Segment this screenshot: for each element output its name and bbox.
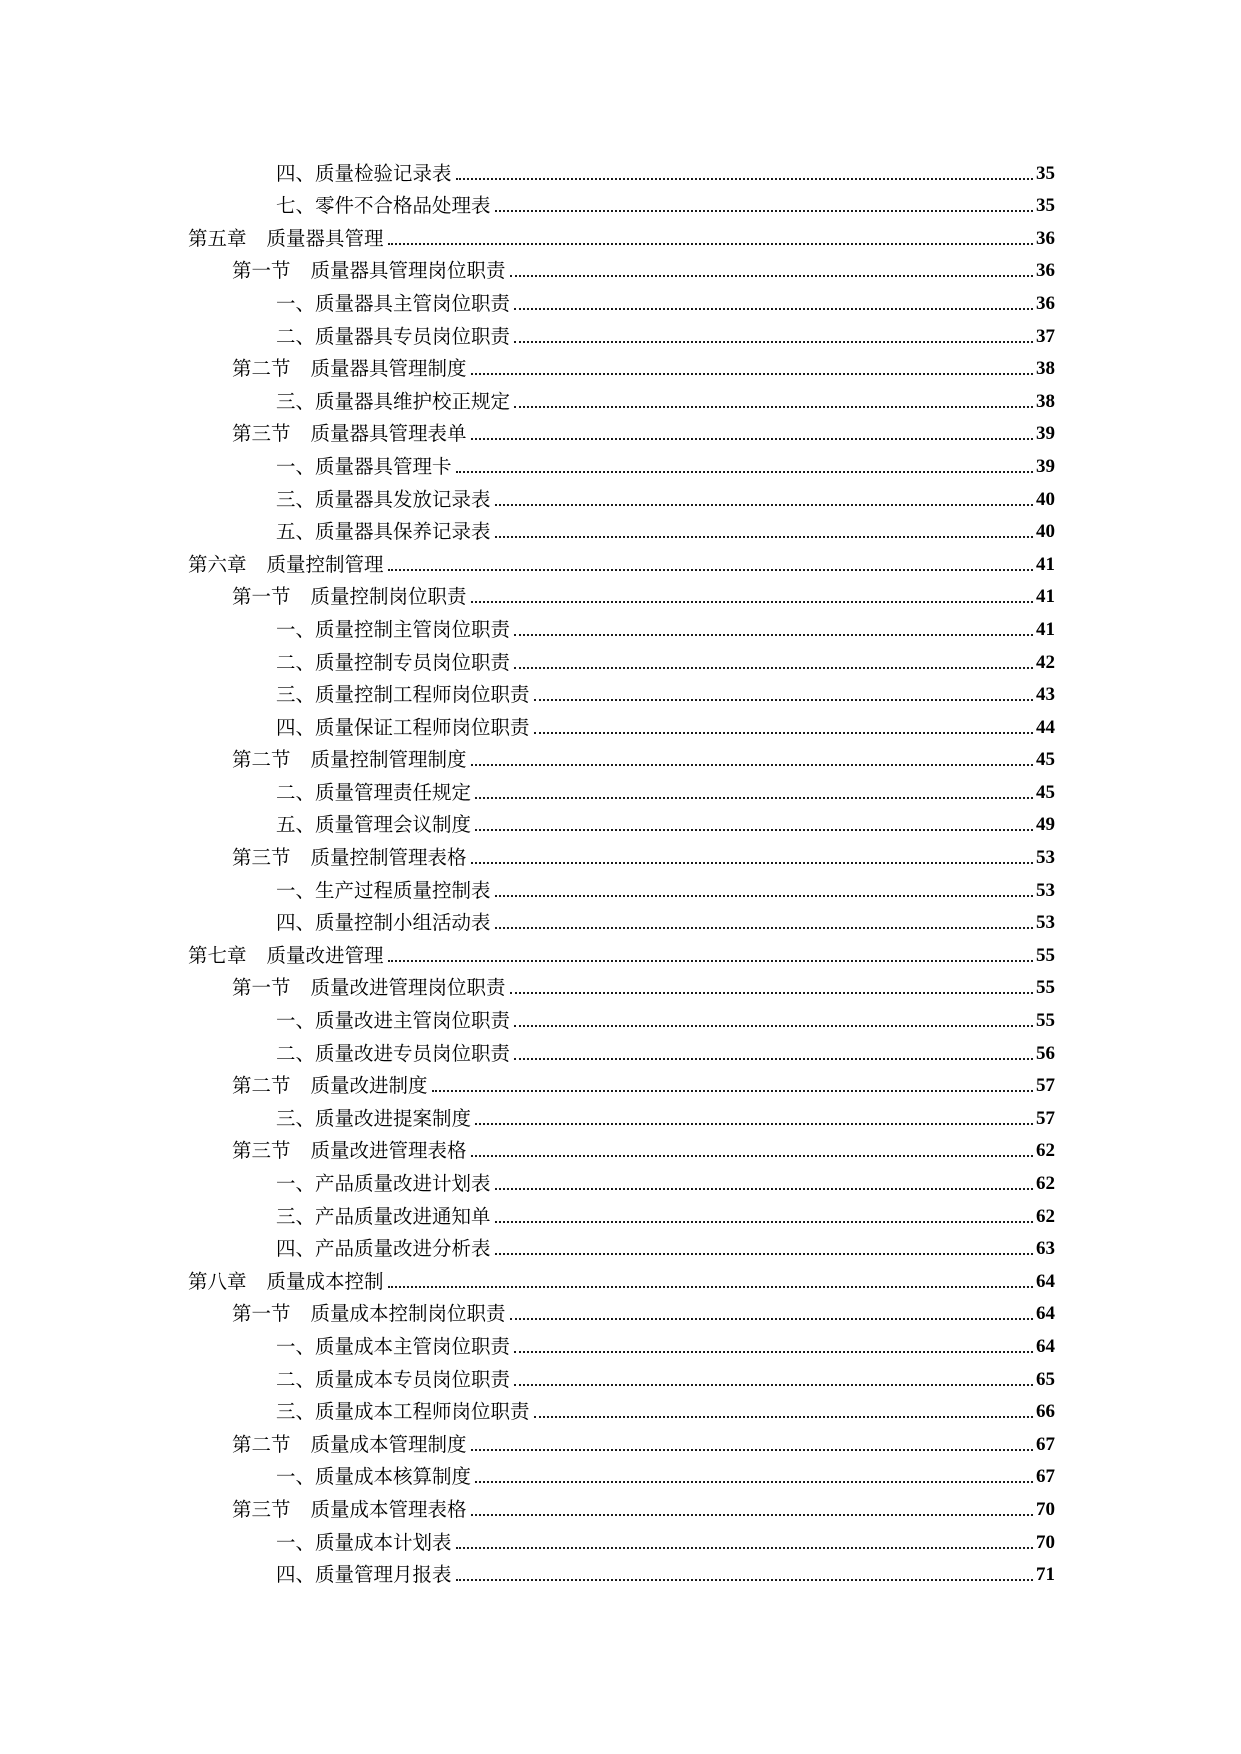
toc-entry-title: 三、质量器具发放记录表 bbox=[276, 487, 491, 511]
toc-entry[interactable] bbox=[0, 1489, 1241, 1522]
toc-entry-title: 一、质量器具管理卡 bbox=[276, 454, 452, 478]
toc-entry[interactable] bbox=[0, 1294, 1241, 1327]
toc-entry-label bbox=[188, 944, 384, 968]
toc-entry[interactable] bbox=[0, 707, 1241, 740]
toc-entry-label bbox=[188, 553, 384, 577]
toc-entry-number: 第二节 bbox=[232, 357, 291, 381]
toc-entry-page-number: 67 bbox=[1036, 1466, 1055, 1488]
toc-entry-title: 质量改进管理岗位职责 bbox=[310, 976, 506, 1000]
toc-entry-number: 第八章 bbox=[188, 1269, 247, 1293]
toc-entry-label bbox=[276, 683, 530, 707]
toc-entry[interactable] bbox=[0, 1424, 1241, 1457]
toc-dot-leader bbox=[475, 797, 1033, 799]
toc-entry-number: 第一节 bbox=[232, 585, 291, 609]
toc-entry-label bbox=[276, 1205, 491, 1229]
toc-entry-label bbox=[276, 1042, 510, 1066]
toc-entry[interactable] bbox=[0, 1522, 1241, 1555]
toc-entry-label bbox=[232, 1074, 428, 1098]
toc-dot-leader bbox=[510, 1318, 1033, 1320]
toc-entry[interactable] bbox=[0, 544, 1241, 577]
toc-entry-page-number: 40 bbox=[1036, 521, 1055, 543]
toc-entry-page-number: 70 bbox=[1036, 1531, 1055, 1553]
toc-entry-title: 三、质量控制工程师岗位职责 bbox=[276, 683, 530, 707]
toc-entry-title: 质量器具管理制度 bbox=[310, 357, 467, 381]
toc-entry[interactable] bbox=[0, 642, 1241, 675]
toc-dot-leader bbox=[388, 569, 1033, 571]
toc-dot-leader bbox=[471, 438, 1033, 440]
toc-entry-title: 质量成本管理制度 bbox=[310, 1432, 467, 1456]
toc-entry-number: 第三节 bbox=[232, 422, 291, 446]
toc-entry-label bbox=[232, 259, 506, 283]
toc-entry[interactable] bbox=[0, 479, 1241, 512]
toc-entry-title: 质量成本管理表格 bbox=[310, 1497, 467, 1521]
toc-entry-label bbox=[276, 781, 471, 805]
toc-entry-label bbox=[276, 618, 510, 642]
toc-entry-label bbox=[232, 357, 467, 381]
toc-entry-page-number: 63 bbox=[1036, 1238, 1055, 1260]
toc-entry[interactable] bbox=[0, 1196, 1241, 1229]
toc-entry-page-number: 41 bbox=[1036, 586, 1055, 608]
toc-dot-leader bbox=[388, 243, 1033, 245]
toc-entry-title: 四、质量控制小组活动表 bbox=[276, 911, 491, 935]
toc-entry-number: 第六章 bbox=[188, 552, 247, 576]
toc-entry-label bbox=[276, 162, 452, 186]
toc-dot-leader bbox=[456, 471, 1033, 473]
toc-entry-number: 第一节 bbox=[232, 259, 291, 283]
toc-entry-label bbox=[276, 325, 510, 349]
toc-entry[interactable] bbox=[0, 903, 1241, 936]
toc-entry-label bbox=[232, 1498, 467, 1522]
toc-entry-page-number: 36 bbox=[1036, 292, 1055, 314]
toc-entry-page-number: 39 bbox=[1036, 455, 1055, 477]
toc-entry[interactable] bbox=[0, 609, 1241, 642]
toc-entry-page-number: 55 bbox=[1036, 944, 1055, 966]
toc-entry[interactable] bbox=[0, 1066, 1241, 1099]
toc-entry-label bbox=[276, 1335, 510, 1359]
toc-entry-number: 第七章 bbox=[188, 943, 247, 967]
toc-entry-label bbox=[232, 976, 506, 1000]
toc-entry[interactable] bbox=[0, 740, 1241, 773]
toc-entry[interactable] bbox=[0, 1261, 1241, 1294]
toc-entry[interactable] bbox=[0, 1098, 1241, 1131]
toc-dot-leader bbox=[495, 536, 1033, 538]
toc-entry-label bbox=[276, 1400, 530, 1424]
toc-entry-label bbox=[232, 846, 467, 870]
toc-entry-page-number: 37 bbox=[1036, 325, 1055, 347]
toc-entry-page-number: 41 bbox=[1036, 618, 1055, 640]
toc-entry-title: 质量控制岗位职责 bbox=[310, 585, 467, 609]
toc-entry-title: 质量控制管理制度 bbox=[310, 748, 467, 772]
toc-entry-page-number: 42 bbox=[1036, 651, 1055, 673]
toc-entry-number: 第二节 bbox=[232, 1074, 291, 1098]
toc-entry[interactable] bbox=[0, 805, 1241, 838]
toc-entry-label bbox=[232, 1433, 467, 1457]
toc-entry-label bbox=[276, 879, 491, 903]
toc-dot-leader bbox=[471, 1514, 1033, 1516]
toc-entry-title: 三、产品质量改进通知单 bbox=[276, 1204, 491, 1228]
toc-entry-label bbox=[232, 585, 467, 609]
toc-entry-label bbox=[276, 1563, 452, 1587]
toc-entry[interactable] bbox=[0, 218, 1241, 251]
toc-entry[interactable] bbox=[0, 968, 1241, 1001]
toc-entry-label bbox=[276, 194, 491, 218]
toc-dot-leader bbox=[514, 1351, 1033, 1353]
toc-entry-title: 二、质量器具专员岗位职责 bbox=[276, 324, 511, 348]
toc-entry-title: 质量器具管理 bbox=[266, 226, 384, 250]
toc-entry-page-number: 43 bbox=[1036, 684, 1055, 706]
toc-entry[interactable] bbox=[0, 1359, 1241, 1392]
toc-entry-page-number: 64 bbox=[1036, 1303, 1055, 1325]
toc-dot-leader bbox=[471, 764, 1033, 766]
toc-entry-page-number: 71 bbox=[1036, 1564, 1055, 1586]
toc-entry-number: 第三节 bbox=[232, 1139, 291, 1163]
toc-entry[interactable] bbox=[0, 1000, 1241, 1033]
toc-entry-label bbox=[188, 1270, 384, 1294]
toc-entry-label bbox=[276, 813, 471, 837]
table-of-contents bbox=[0, 153, 1241, 1587]
toc-entry-page-number: 38 bbox=[1036, 358, 1055, 380]
toc-entry-title: 一、质量成本计划表 bbox=[276, 1530, 452, 1554]
toc-entry-title: 质量器具管理表单 bbox=[310, 422, 467, 446]
toc-entry-label bbox=[276, 716, 530, 740]
toc-entry-page-number: 62 bbox=[1036, 1173, 1055, 1194]
toc-dot-leader bbox=[514, 1025, 1033, 1027]
toc-entry-title: 一、质量成本核算制度 bbox=[276, 1465, 472, 1489]
toc-entry-number: 第二节 bbox=[232, 748, 291, 772]
toc-entry-page-number: 57 bbox=[1036, 1107, 1055, 1129]
toc-entry-title: 质量控制管理表格 bbox=[310, 846, 467, 870]
toc-entry-label bbox=[276, 455, 452, 479]
toc-dot-leader bbox=[432, 1090, 1033, 1092]
toc-entry[interactable] bbox=[0, 186, 1241, 219]
toc-entry[interactable] bbox=[0, 446, 1241, 479]
toc-entry[interactable] bbox=[0, 316, 1241, 349]
toc-entry-page-number: 53 bbox=[1036, 847, 1055, 869]
toc-entry-title: 二、质量管理责任规定 bbox=[276, 780, 472, 804]
toc-dot-leader bbox=[514, 341, 1033, 343]
toc-entry-title: 一、质量改进主管岗位职责 bbox=[276, 1009, 511, 1033]
toc-entry-label bbox=[276, 1368, 510, 1392]
toc-entry-label bbox=[276, 520, 491, 544]
toc-entry-page-number: 53 bbox=[1036, 912, 1055, 934]
toc-dot-leader bbox=[510, 992, 1033, 994]
toc-entry[interactable] bbox=[0, 1326, 1241, 1359]
toc-entry-label bbox=[276, 1009, 510, 1033]
toc-entry[interactable] bbox=[0, 512, 1241, 545]
toc-entry-number: 第五章 bbox=[188, 226, 247, 250]
toc-entry-label bbox=[232, 1302, 506, 1326]
toc-entry-label bbox=[276, 1172, 491, 1196]
toc-entry-label bbox=[276, 488, 491, 512]
toc-entry-title: 三、质量器具维护校正规定 bbox=[276, 389, 511, 413]
toc-entry-page-number: 55 bbox=[1036, 977, 1055, 999]
toc-entry-number: 第一节 bbox=[232, 976, 291, 1000]
toc-entry-page-number: 36 bbox=[1036, 260, 1055, 282]
toc-dot-leader bbox=[514, 1384, 1033, 1386]
toc-dot-leader bbox=[456, 1547, 1033, 1549]
toc-entry-label bbox=[276, 1237, 491, 1261]
toc-entry-title: 质量器具管理岗位职责 bbox=[310, 259, 506, 283]
toc-dot-leader bbox=[514, 1058, 1033, 1060]
toc-entry-page-number: 36 bbox=[1036, 227, 1055, 249]
toc-dot-leader bbox=[495, 927, 1033, 929]
toc-entry-title: 七、零件不合格品处理表 bbox=[276, 194, 491, 218]
toc-entry-number: 第一节 bbox=[232, 1302, 291, 1326]
toc-entry-title: 质量成本控制 bbox=[266, 1269, 384, 1293]
toc-entry-page-number: 67 bbox=[1036, 1433, 1055, 1455]
toc-entry[interactable] bbox=[0, 1131, 1241, 1164]
toc-entry-title: 二、质量控制专员岗位职责 bbox=[276, 650, 511, 674]
toc-entry[interactable] bbox=[0, 381, 1241, 414]
toc-entry[interactable] bbox=[0, 153, 1241, 186]
toc-entry-page-number: 57 bbox=[1036, 1075, 1055, 1097]
toc-entry-label bbox=[188, 227, 384, 251]
toc-entry[interactable] bbox=[0, 349, 1241, 382]
toc-dot-leader bbox=[514, 406, 1033, 408]
toc-entry[interactable] bbox=[0, 675, 1241, 708]
toc-entry-page-number: 70 bbox=[1036, 1498, 1055, 1520]
toc-dot-leader bbox=[534, 699, 1033, 701]
toc-dot-leader bbox=[388, 1286, 1033, 1288]
toc-entry[interactable] bbox=[0, 870, 1241, 903]
toc-entry-page-number: 62 bbox=[1036, 1205, 1055, 1227]
toc-entry[interactable] bbox=[0, 837, 1241, 870]
toc-entry-number: 第三节 bbox=[232, 846, 291, 870]
toc-entry[interactable] bbox=[0, 251, 1241, 284]
toc-entry-title: 四、质量保证工程师岗位职责 bbox=[276, 715, 530, 739]
toc-entry-title: 五、质量器具保养记录表 bbox=[276, 520, 491, 544]
toc-entry-title: 质量成本控制岗位职责 bbox=[310, 1302, 506, 1326]
toc-entry-title: 三、质量改进提案制度 bbox=[276, 1106, 472, 1130]
toc-dot-leader bbox=[471, 1155, 1033, 1157]
toc-entry-title: 一、质量控制主管岗位职责 bbox=[276, 617, 511, 641]
toc-entry-number: 第三节 bbox=[232, 1497, 291, 1521]
toc-entry-page-number: 64 bbox=[1036, 1270, 1055, 1292]
toc-entry-label bbox=[232, 748, 467, 772]
toc-entry-title: 一、质量成本主管岗位职责 bbox=[276, 1334, 511, 1358]
toc-dot-leader bbox=[510, 275, 1033, 277]
toc-entry[interactable] bbox=[0, 283, 1241, 316]
toc-entry-title: 四、质量管理月报表 bbox=[276, 1563, 452, 1587]
toc-entry[interactable] bbox=[0, 414, 1241, 447]
toc-entry[interactable] bbox=[0, 1392, 1241, 1425]
toc-dot-leader bbox=[471, 373, 1033, 375]
toc-entry-page-number: 45 bbox=[1036, 749, 1055, 771]
toc-entry-page-number: 40 bbox=[1036, 488, 1055, 510]
toc-entry-title: 四、产品质量改进分析表 bbox=[276, 1237, 491, 1261]
toc-dot-leader bbox=[471, 1449, 1033, 1451]
toc-dot-leader bbox=[534, 732, 1033, 734]
toc-entry-label bbox=[232, 422, 467, 446]
toc-entry[interactable] bbox=[0, 1457, 1241, 1490]
toc-dot-leader bbox=[514, 634, 1033, 636]
toc-entry-page-number: 66 bbox=[1036, 1401, 1055, 1423]
toc-dot-leader bbox=[495, 210, 1033, 212]
toc-entry-label bbox=[276, 1465, 471, 1489]
toc-entry-title: 二、质量改进专员岗位职责 bbox=[276, 1041, 511, 1065]
toc-entry[interactable] bbox=[0, 1229, 1241, 1262]
toc-entry-page-number: 39 bbox=[1036, 423, 1055, 445]
toc-entry-title: 质量控制管理 bbox=[266, 552, 384, 576]
toc-dot-leader bbox=[456, 1579, 1033, 1581]
toc-entry-label bbox=[276, 390, 510, 414]
toc-entry-label bbox=[232, 1139, 467, 1163]
toc-dot-leader bbox=[475, 829, 1033, 831]
toc-dot-leader bbox=[495, 1253, 1033, 1255]
toc-dot-leader bbox=[514, 308, 1033, 310]
toc-entry-title: 质量改进制度 bbox=[310, 1074, 428, 1098]
toc-entry[interactable] bbox=[0, 772, 1241, 805]
toc-dot-leader bbox=[471, 601, 1033, 603]
toc-entry-page-number: 65 bbox=[1036, 1368, 1055, 1390]
toc-entry-page-number: 55 bbox=[1036, 1010, 1055, 1032]
toc-entry-page-number: 41 bbox=[1036, 553, 1055, 575]
toc-entry-title: 质量改进管理 bbox=[266, 943, 384, 967]
toc-entry-label bbox=[276, 292, 510, 316]
toc-entry-number: 第二节 bbox=[232, 1432, 291, 1456]
toc-entry-title: 一、产品质量改进计划表 bbox=[276, 1172, 491, 1195]
toc-entry-page-number: 64 bbox=[1036, 1335, 1055, 1357]
toc-dot-leader bbox=[514, 667, 1033, 669]
toc-entry-page-number: 44 bbox=[1036, 716, 1055, 738]
toc-entry-title: 三、质量成本工程师岗位职责 bbox=[276, 1400, 530, 1424]
toc-entry[interactable] bbox=[0, 1033, 1241, 1066]
toc-entry-page-number: 62 bbox=[1036, 1140, 1055, 1162]
toc-entry-page-number: 45 bbox=[1036, 781, 1055, 803]
toc-dot-leader bbox=[471, 862, 1033, 864]
toc-dot-leader bbox=[475, 1481, 1033, 1483]
toc-dot-leader bbox=[475, 1123, 1033, 1125]
toc-dot-leader bbox=[456, 178, 1033, 180]
toc-entry-page-number: 38 bbox=[1036, 390, 1055, 412]
toc-entry-page-number: 53 bbox=[1036, 879, 1055, 901]
toc-entry-title: 四、质量检验记录表 bbox=[276, 161, 452, 185]
toc-dot-leader bbox=[495, 1188, 1033, 1190]
toc-entry-title: 二、质量成本专员岗位职责 bbox=[276, 1367, 511, 1391]
toc-entry-title: 一、生产过程质量控制表 bbox=[276, 878, 491, 902]
toc-entry-label bbox=[276, 1107, 471, 1131]
toc-entry-page-number: 56 bbox=[1036, 1042, 1055, 1064]
toc-entry[interactable] bbox=[0, 1555, 1241, 1588]
toc-entry-page-number: 49 bbox=[1036, 814, 1055, 836]
toc-entry-label bbox=[276, 911, 491, 935]
toc-entry-title: 一、质量器具主管岗位职责 bbox=[276, 291, 511, 315]
toc-entry[interactable] bbox=[0, 577, 1241, 610]
toc-dot-leader bbox=[495, 1221, 1033, 1223]
toc-entry-label bbox=[276, 1531, 452, 1555]
toc-dot-leader bbox=[495, 895, 1033, 897]
toc-dot-leader bbox=[388, 960, 1033, 962]
toc-entry-label bbox=[276, 651, 510, 675]
toc-entry-page-number: 35 bbox=[1036, 195, 1055, 217]
toc-entry-title: 五、质量管理会议制度 bbox=[276, 813, 472, 837]
toc-entry-title: 质量改进管理表格 bbox=[310, 1139, 467, 1163]
toc-dot-leader bbox=[534, 1416, 1033, 1418]
toc-dot-leader bbox=[495, 504, 1033, 506]
toc-entry-page-number: 35 bbox=[1036, 162, 1055, 184]
toc-entry[interactable] bbox=[0, 1163, 1241, 1196]
toc-entry[interactable] bbox=[0, 935, 1241, 968]
